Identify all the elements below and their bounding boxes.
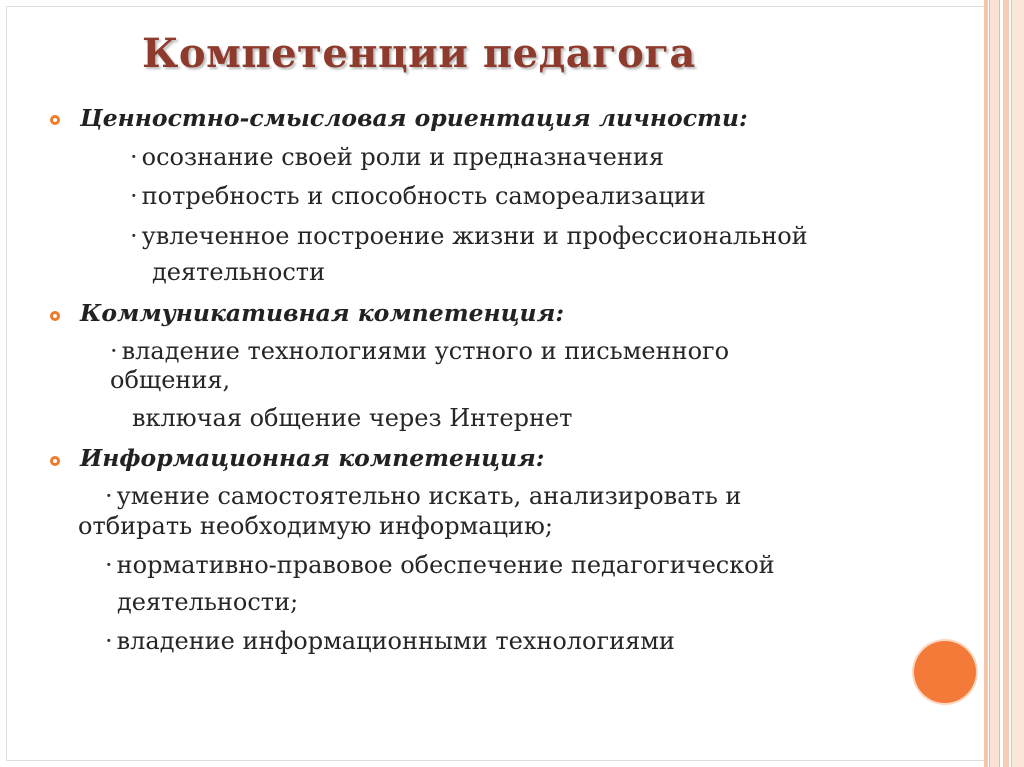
decorative-stripe — [1003, 0, 1009, 767]
list-item-continuation: отбирать необходимую информацию; — [78, 512, 553, 540]
list-item — [105, 627, 675, 655]
list-item-continuation: деятельности; — [117, 588, 299, 616]
list-item-text: владение информационными технологиями — [116, 627, 675, 655]
list-item — [105, 482, 741, 510]
decorative-stripe — [984, 0, 988, 767]
circle-bullet-icon — [50, 311, 60, 321]
list-item — [105, 551, 775, 579]
list-item — [130, 182, 706, 210]
list-item-continuation: общения, — [110, 366, 231, 394]
dot-bullet-icon: · — [130, 222, 138, 250]
list-item-text: осознание своей роли и предназначения — [141, 143, 664, 171]
list-item-text: владение технологиями устного и письменного — [121, 337, 730, 365]
list-item-text: умение самостоятельно искать, анализировать и — [116, 482, 742, 510]
list-item-text: увлеченное построение жизни и профессиональной — [141, 222, 808, 250]
circle-bullet-icon — [50, 115, 60, 125]
section-heading: Информационная компетенция: — [80, 444, 545, 472]
circle-bullet-icon — [50, 456, 60, 466]
dot-bullet-icon: · — [130, 143, 138, 171]
list-item-continuation: деятельности — [152, 258, 326, 286]
dot-bullet-icon: · — [105, 551, 113, 579]
list-item — [130, 143, 664, 171]
decorative-stripe — [989, 0, 1000, 767]
list-item-text: нормативно-правовое обеспечение педагогической — [116, 551, 775, 579]
section-heading: Коммуникативная компетенция: — [80, 299, 565, 327]
dot-bullet-icon: · — [105, 627, 113, 655]
dot-bullet-icon: · — [130, 182, 138, 210]
dot-bullet-icon: · — [110, 337, 118, 365]
list-item: включая общение через Интернет — [132, 404, 573, 432]
list-item — [130, 222, 808, 250]
decorative-stripe — [1011, 0, 1024, 767]
list-item — [110, 337, 729, 365]
slide-title: Компетенции педагога — [142, 30, 696, 77]
decorative-circle-icon — [914, 641, 976, 703]
dot-bullet-icon: · — [105, 482, 113, 510]
list-item-text: потребность и способность самореализации — [141, 182, 706, 210]
section-heading: Ценностно-смысловая ориентация личности: — [80, 104, 748, 132]
